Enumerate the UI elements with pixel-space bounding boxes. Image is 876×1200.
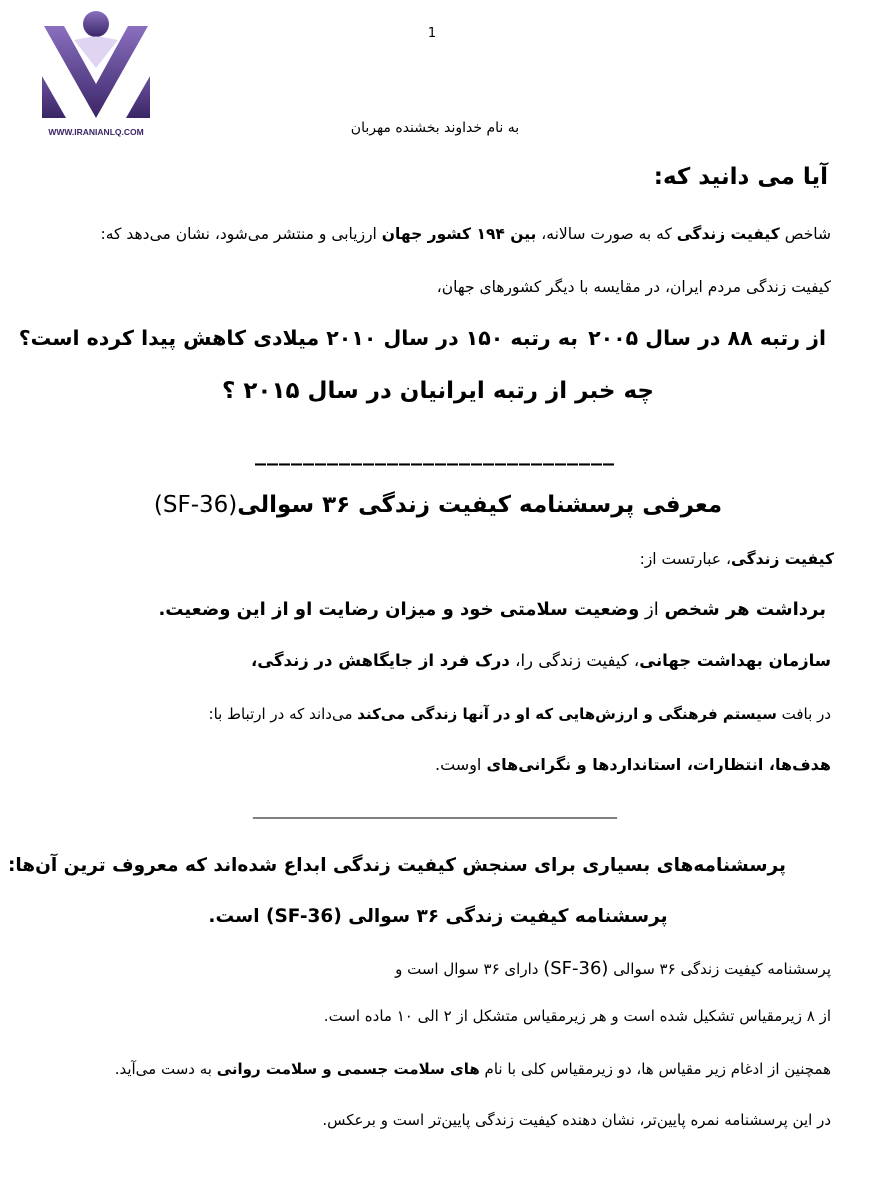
- intro-paragraph-2: کیفیت زندگی مردم ایران، در مقایسه با دیگر کشورهای جهان،: [436, 278, 831, 296]
- rank-decrease: کاهش پیدا کرده است؟: [18, 326, 246, 350]
- text-span: در بافت: [776, 705, 831, 723]
- logo-emblem-icon: [36, 6, 156, 138]
- bold-span: برداشت هر شخص: [664, 599, 826, 620]
- sf36-detail-2: از ۸ زیرمقیاس تشکیل شده است و هر زیرمقیاس متشکل از ۲ الی ۱۰ ماده است.: [323, 1007, 831, 1025]
- bold-span: وضعیت سلامتی خود و میزان رضایت او از این وضعیت.: [158, 599, 640, 620]
- bold-span: های سلامت جسمی و سلامت روانی: [216, 1060, 480, 1078]
- text-span: ارزیابی و منتشر می‌شود، نشان می‌دهد که:: [100, 225, 382, 243]
- bismillah: به نام خداوند بخشنده مهربان: [350, 120, 520, 136]
- text-span: ، عبارتست از:: [639, 550, 731, 568]
- separator-thin: ____________________________________________________: [253, 803, 617, 819]
- sf36-statement: [0, 906, 876, 927]
- bold-span: بین ۱۹۴ کشور جهان: [381, 225, 537, 243]
- iranianlq-logo: [36, 6, 156, 138]
- definition-line-4: [209, 705, 831, 723]
- text-span: پرسشنامه کیفیت زندگی ۳۶ سوالی: [608, 960, 831, 978]
- bold-span: کیفیت زندگی: [730, 550, 834, 568]
- definition-line-5: [435, 755, 831, 774]
- rank-2010: به رتبه ۱۵۰ در سال ۲۰۱۰ میلادی: [253, 326, 578, 350]
- questionnaires-intro: پرسشنامه‌های بسیاری برای سنجش کیفیت زندگی ابداع شده‌اند که معروف ترین آن‌ها:: [7, 855, 786, 876]
- text-span: پرسشنامه کیفیت زندگی ۳۶ سوالی: [341, 906, 668, 927]
- text-span: شاخص: [779, 225, 831, 243]
- sf36-detail-1: [395, 958, 831, 979]
- text-span: به دست می‌آید.: [114, 1060, 217, 1078]
- text-span: اوست.: [435, 755, 487, 774]
- definition-line-3: [251, 651, 831, 670]
- text-span: همچنین از ادغام زیر مقیاس ها، دو زیرمقیاس کلی با نام: [479, 1060, 831, 1078]
- sf36-title: [0, 492, 876, 518]
- latin-span: (SF-36): [543, 958, 609, 979]
- intro-paragraph-1: [101, 225, 831, 243]
- rank-2005: از رتبه ۸۸ در سال ۲۰۰۵: [588, 326, 826, 350]
- latin-span: (SF-36): [266, 906, 342, 927]
- sf36-detail-3: [115, 1060, 831, 1078]
- text-span: ، کیفیت زندگی را،: [509, 651, 640, 670]
- bold-span: کیفیت زندگی: [676, 225, 780, 243]
- page-number: 1: [427, 26, 437, 41]
- definition-line-1: [640, 550, 834, 568]
- question-2015: چه خبر از رتبه ایرانیان در سال ۲۰۱۵ ؟: [222, 378, 654, 404]
- bold-span: سازمان بهداشت جهانی: [639, 651, 831, 670]
- text-span: است.: [208, 906, 267, 927]
- sf36-detail-4: در این پرسشنامه نمره پایین‌تر، نشان دهنده کیفیت زندگی پایین‌تر است و برعکس.: [322, 1111, 831, 1129]
- text-span: که به صورت سالانه،: [536, 225, 677, 243]
- text-span: از: [639, 599, 665, 620]
- intro-heading: آیا می دانید که:: [653, 164, 828, 190]
- bold-span: سیستم فرهنگی و ارزش‌هایی که او در آنها زندگی می‌کند: [357, 705, 777, 723]
- separator-bold: ______________________________: [255, 441, 615, 466]
- bold-span: هدف‌ها، انتظارات، استانداردها و نگرانی‌های: [486, 755, 831, 774]
- logo-url-text: WWW.IRANIANLQ.COM: [48, 127, 144, 137]
- definition-line-2: [158, 599, 826, 620]
- bold-span: درک فرد از جایگاهش در زندگی،: [251, 651, 510, 670]
- title-fa: معرفی پرسشنامه کیفیت زندگی ۳۶ سوالی: [237, 492, 723, 518]
- text-span: دارای ۳۶ سوال است و: [395, 960, 544, 978]
- title-latin: (SF-36): [153, 492, 238, 518]
- text-span: می‌داند که در ارتباط با:: [208, 705, 358, 723]
